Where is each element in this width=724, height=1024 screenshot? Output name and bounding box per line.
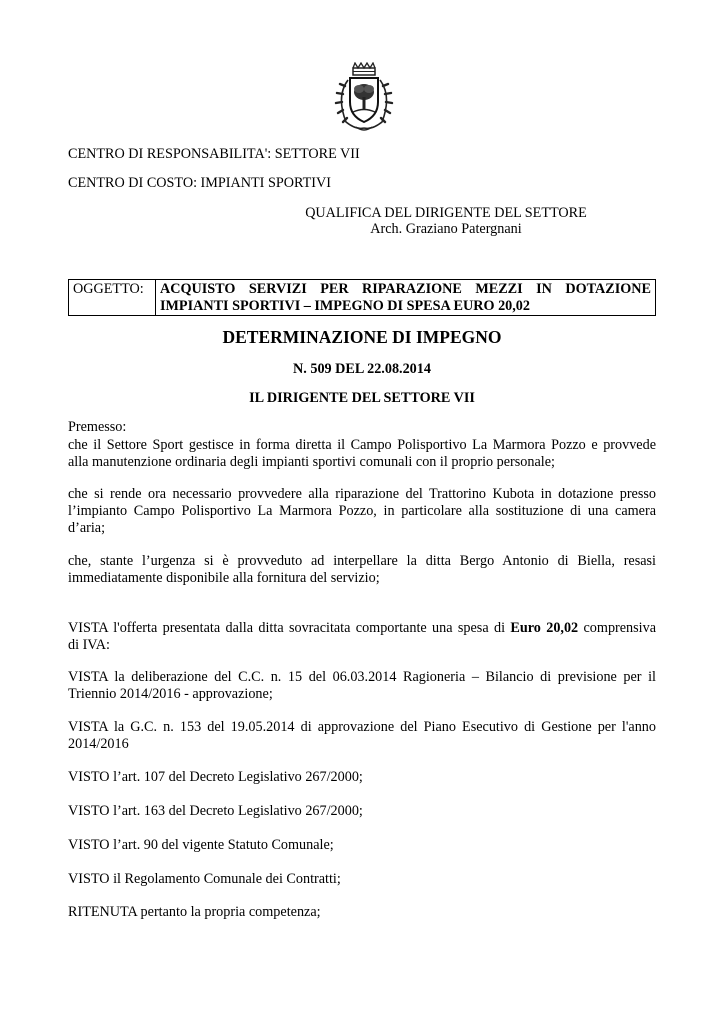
offerta-text-post: comprensiva [578,620,657,636]
paragraph-gc-line-1: VISTA la G.C. n. 153 del 19.05.2014 di approvazione del Piano Esecutivo di Gestione per l'anno [68,719,656,735]
paragraph-offerta-line-1 [68,620,656,637]
paragraph-delibera [68,669,656,703]
paragraph-delibera-line-2: Triennio 2014/2016 - approvazione; [68,686,273,702]
paragraph-3-line-2: immediatamente disponibile alla fornitura del servizio; [68,570,380,586]
offerta-amount: Euro 20,02 [510,620,579,636]
paragraph-2-line-1: che si rende ora necessario provvedere alla riparazione del Trattorino Kubota in dotazione presso [68,486,656,502]
document-title: DETERMINAZIONE DI IMPEGNO [222,327,502,347]
oggetto-text [156,280,656,316]
visto-art-163: VISTO l’art. 163 del Decreto Legislativo 267/2000; [68,803,363,819]
municipal-coat-of-arms-icon [326,62,402,134]
oggetto-label: OGGETTO: [69,280,156,316]
paragraph-2-line-2: l’impianto Campo Polisportivo La Marmora Pozzo, in particolare alla sostituzione di una camera [68,503,656,519]
paragraph-1 [68,437,656,471]
document-number: N. 509 DEL 22.08.2014 [293,361,431,377]
paragraph-2 [68,486,656,537]
offerta-text-pre: VISTA l'offerta presentata dalla ditta sovracitata comportante una spesa di [68,620,511,636]
paragraph-offerta [68,620,656,654]
centro-costo: CENTRO DI COSTO: IMPIANTI SPORTIVI [68,175,331,191]
oggetto-line-2: IMPIANTI SPORTIVI – IMPEGNO DI SPESA EURO 20,02 [160,298,530,314]
visto-art-107: VISTO l’art. 107 del Decreto Legislativo 267/2000; [68,769,363,785]
paragraph-gc [68,719,656,753]
paragraph-1-line-1: che il Settore Sport gestisce in forma diretta il Campo Polisportivo La Marmora Pozzo e provvede [68,437,656,453]
nome-dirigente: Arch. Graziano Patergnani [370,221,522,237]
oggetto-box [68,279,656,316]
ritenuta-competenza: RITENUTA pertanto la propria competenza; [68,904,321,920]
paragraph-1-line-2: alla manutenzione ordinaria degli impianti sportivi comunali con il proprio personale; [68,454,555,470]
paragraph-3-line-1: che, stante l’urgenza si è provveduto ad interpellare la ditta Bergo Antonio di Biella, resasi [68,553,656,569]
paragraph-offerta-line-2: di IVA: [68,637,110,653]
paragraph-gc-line-2: 2014/2016 [68,736,129,752]
premesso-label: Premesso: [68,419,127,435]
centro-responsabilita: CENTRO DI RESPONSABILITA': SETTORE VII [68,146,360,162]
paragraph-2-line-3: d’aria; [68,520,106,536]
visto-regolamento: VISTO il Regolamento Comunale dei Contratti; [68,871,341,887]
paragraph-3 [68,553,656,587]
visto-art-90: VISTO l’art. 90 del vigente Statuto Comunale; [68,837,334,853]
oggetto-line-1: ACQUISTO SERVIZI PER RIPARAZIONE MEZZI IN DOTAZIONE [160,281,651,297]
dirigente-heading: IL DIRIGENTE DEL SETTORE VII [249,390,475,406]
paragraph-delibera-line-1: VISTA la deliberazione del C.C. n. 15 del 06.03.2014 Ragioneria – Bilancio di previsione per il [68,669,656,685]
qualifica-dirigente: QUALIFICA DEL DIRIGENTE DEL SETTORE [305,205,587,221]
